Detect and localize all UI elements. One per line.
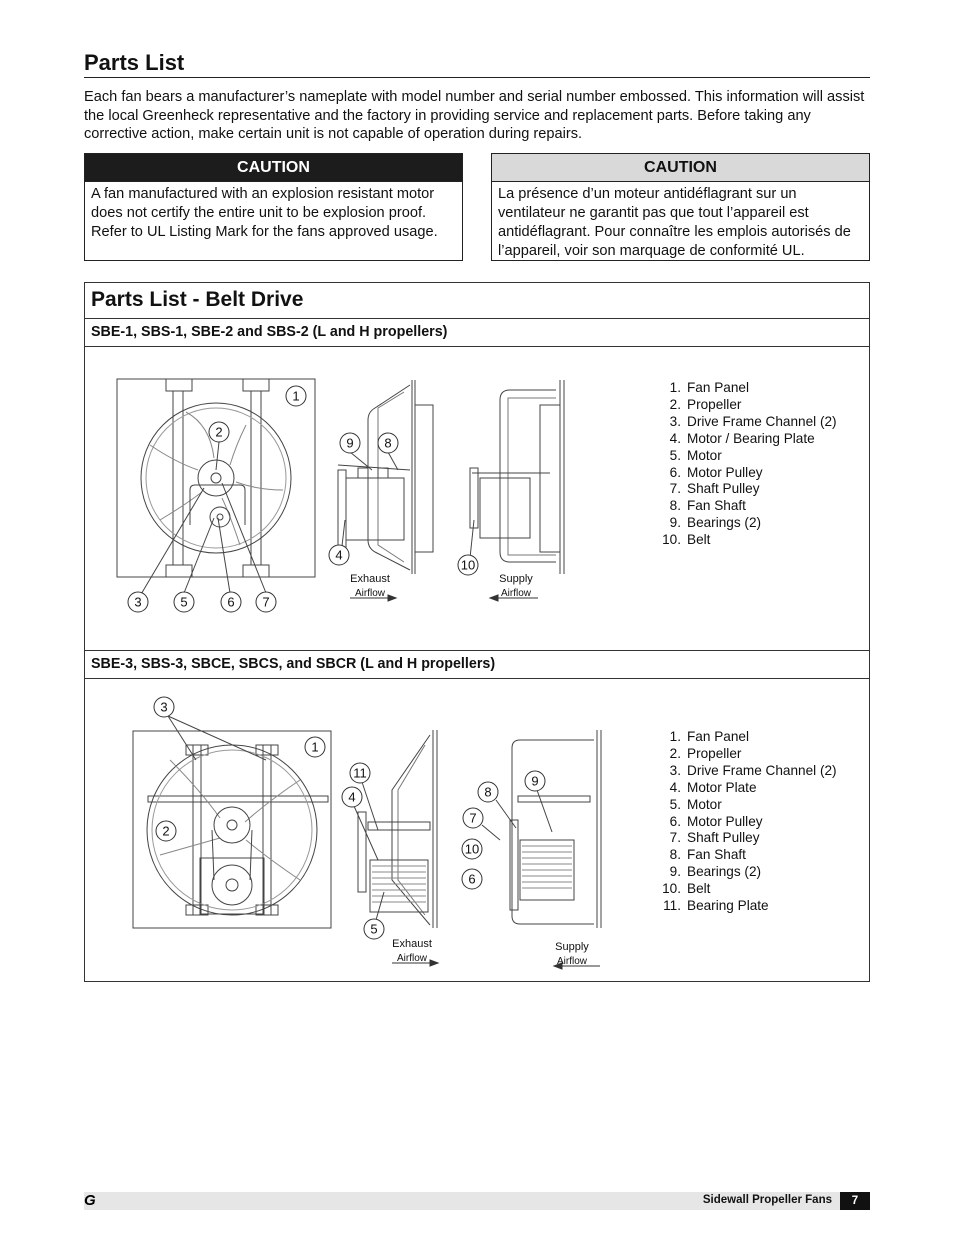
- callout-10: 10: [464, 841, 480, 857]
- callout-2: 2: [162, 823, 170, 839]
- list-item: 2. Propeller: [669, 745, 742, 761]
- caution-text: La présence d’un moteur antidéflagrant sur un ventilateur ne garantit pas que tout l’appareil est antidéflagrant. Pour connaître les emplois autorisés de l’appareil, voir son marquage de conformité UL.: [498, 186, 851, 259]
- callout-9: 9: [346, 435, 354, 451]
- airflow-label: Airflow: [354, 588, 386, 599]
- list-item: 11. Bearing Plate: [663, 898, 769, 914]
- list-item: 10. Belt: [662, 881, 711, 897]
- list-item: 9. Bearings (2): [669, 864, 762, 880]
- arrow-right-icon: [388, 595, 396, 601]
- arrow-left-icon: [490, 595, 498, 601]
- arrow-right-icon: [430, 960, 438, 966]
- list-item: 1. Fan Panel: [669, 729, 749, 744]
- page-title: Parts List: [84, 50, 185, 75]
- list-item: 1. Fan Panel: [669, 380, 749, 395]
- list-item: 4. Motor / Bearing Plate: [669, 430, 815, 446]
- callout-3: 3: [134, 594, 142, 610]
- callout-3: 3: [160, 699, 168, 715]
- page-footer: [84, 1192, 870, 1210]
- list-item: 5. Motor: [669, 796, 722, 812]
- list-item: 3. Drive Frame Channel (2): [669, 413, 837, 429]
- callout-4: 4: [348, 789, 356, 805]
- list-item: 7. Shaft Pulley: [669, 481, 760, 497]
- callout-11: 11: [353, 765, 367, 781]
- callout-7: 7: [262, 594, 270, 610]
- callout-1: 1: [311, 739, 319, 755]
- callout-8: 8: [384, 435, 392, 451]
- list-item: 3. Drive Frame Channel (2): [669, 762, 837, 778]
- caution-heading: CAUTION: [85, 154, 462, 182]
- caution-heading: CAUTION: [492, 154, 869, 182]
- list-item: 4. Motor Plate: [669, 779, 757, 795]
- supply-label: Supply: [499, 573, 533, 585]
- callout-9: 9: [531, 773, 539, 789]
- list-item: 6. Motor Pulley: [669, 464, 763, 480]
- greenheck-logo: G: [84, 1192, 96, 1209]
- list-item: 8. Fan Shaft: [669, 498, 746, 514]
- list-item: 5. Motor: [669, 447, 722, 463]
- callout-2: 2: [215, 424, 223, 440]
- subsection-heading: SBE-1, SBS-1, SBE-2 and SBS-2 (L and H propellers): [91, 324, 448, 340]
- exhaust-label: Exhaust: [392, 938, 432, 950]
- footer-title: Sidewall Propeller Fans: [702, 1194, 832, 1206]
- callout-8: 8: [484, 784, 492, 800]
- callout-5: 5: [180, 594, 188, 610]
- intro-paragraph: Each fan bears a manufacturer’s nameplate with model number and serial number embossed. This information will assist the local Greenheck representative and the factory in providing service and replacement parts. Before taking any corrective action, make certain unit is not capable of operation during repairs.: [84, 89, 865, 142]
- caution-text: A fan manufactured with an explosion resistant motor does not certify the entire unit to be explosion proof. Refer to UL Listing Mark for the fans approved usage.: [91, 186, 438, 240]
- callout-4: 4: [335, 547, 343, 563]
- callout-6: 6: [468, 871, 476, 887]
- list-item: 2. Propeller: [669, 396, 742, 412]
- page-number: 7: [840, 1192, 870, 1210]
- supply-label: Supply: [555, 941, 589, 953]
- list-item: 10. Belt: [662, 532, 711, 548]
- callout-6: 6: [227, 594, 235, 610]
- airflow-label: Airflow: [396, 953, 428, 964]
- list-item: 9. Bearings (2): [669, 515, 762, 531]
- exhaust-label: Exhaust: [350, 573, 390, 585]
- section-title: Parts List - Belt Drive: [91, 288, 304, 311]
- callout-7: 7: [469, 810, 477, 826]
- airflow-label: Airflow: [556, 956, 588, 967]
- callout-1: 1: [292, 388, 300, 404]
- airflow-label: Airflow: [500, 588, 532, 599]
- callout-5: 5: [370, 921, 378, 937]
- list-item: 8. Fan Shaft: [669, 847, 746, 863]
- callout-10: 10: [460, 557, 476, 573]
- list-item: 7. Shaft Pulley: [669, 830, 760, 846]
- list-item: 6. Motor Pulley: [669, 813, 763, 829]
- subsection-heading: SBE-3, SBS-3, SBCE, SBCS, and SBCR (L and H propellers): [91, 656, 496, 672]
